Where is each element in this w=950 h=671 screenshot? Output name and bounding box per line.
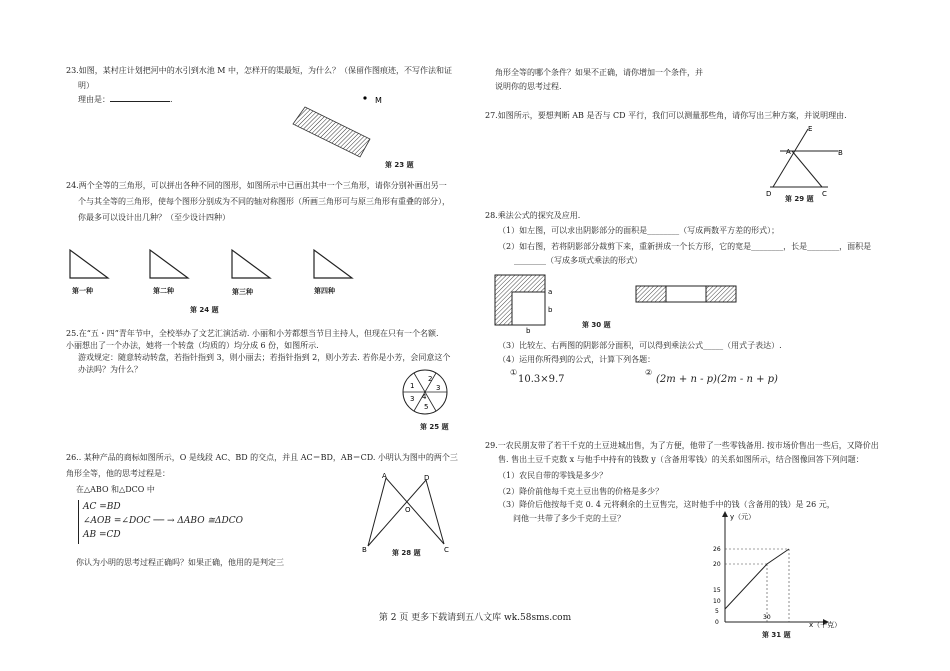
small-square [512, 292, 545, 325]
q28-text-line4: ________（写成多项式乘法的形式） [514, 256, 642, 265]
point-b: B [838, 149, 843, 157]
triangle-2 [150, 250, 188, 278]
q29-text-line2: 售. 售出土豆千克数 x 与他手中持有的钱数 y（含备用零钱）的关系如图所示，结合图像回答下列问题： [498, 455, 864, 464]
y-tick: 20 [713, 561, 721, 568]
q28-calc2-number: ② [645, 368, 653, 377]
q28-text-line6: （4）运用你所得到的公式，计算下列各题： [498, 355, 656, 364]
q23-caption: 第 23 题 [385, 161, 414, 169]
q29-text-line1: 29.一农民朋友带了若干千克的土豆进城出售，为了方便，他带了一些零钱备用. 按市场价售出一些后，又降价出 [485, 441, 879, 450]
q28-text-line5: （3）比较左、右两图的阴影部分面积，可以得到乘法公式_____（用式子表达）. [498, 341, 782, 350]
q24-label-3: 第三种 [232, 288, 253, 296]
q26-text-line3: 在△ABO 和△DCO 中 [76, 485, 155, 494]
q26-brace [78, 500, 79, 544]
q23-text-line1: 23.如图，某村庄计划把河中的水引到水池 M 中，怎样开的渠最短，为什么？（保留作图痕迹，不写作法和证 [66, 66, 452, 75]
q26-cont-line1: 角形全等的哪个条件？如果不正确，请你增加一个条件，并 [495, 68, 703, 77]
pool-point-m [363, 96, 366, 99]
point-e: E [808, 125, 813, 133]
q27-figure [758, 122, 858, 202]
point-a: A [786, 148, 791, 156]
spinner-number: 2 [428, 375, 433, 383]
triangle-1 [70, 250, 108, 278]
q29-question-3: （3）降价后他按每千克 0. 4 元将剩余的土豆售完，这时他手中的钱（含备用的钱）是 26 元， [498, 500, 835, 509]
y-tick: 26 [713, 546, 721, 553]
q24-label-4: 第四种 [314, 287, 335, 295]
q24-label-2: 第二种 [153, 287, 174, 295]
q23-reason: 理由是： . [78, 95, 173, 104]
label-m: M [375, 96, 382, 105]
q25-spinner [400, 363, 450, 425]
q29-question-1: （1）农民自带的零钱是多少？ [498, 471, 608, 480]
q28-calc1-number: ① [510, 368, 518, 377]
page-footer: 第 2 页 更多下载请到五八文库 wk.58sms.com [378, 613, 572, 623]
rect-shaded-right [706, 286, 736, 302]
money-line [725, 549, 789, 609]
point-b: B [362, 546, 367, 554]
label-b: b [526, 327, 531, 335]
q25-text-line1: 25.在“五・四”青年节中，全校举办了文艺汇演活动. 小丽和小芳都想当节目主持人，但现在只有一个名额. [66, 329, 439, 338]
triangle-3 [232, 250, 270, 278]
q24-text-line3: 你最多可以设计出几种？（至少设计四种） [78, 213, 230, 222]
point-d: D [766, 190, 772, 198]
q26-text-line4: 你认为小明的思考过程正确吗？如果正确，他用的是判定三 [76, 558, 284, 567]
q24-text-line2: 个与其全等的三角形，使每个图形分别成为不同的轴对称图形（所画三角形可与原三角形有重叠的部分）， [78, 197, 450, 206]
q26-brace-line2: ∠AOB =∠DOC ── → ΔABO ≅ΔDCO [83, 516, 243, 526]
point-o: O [405, 506, 411, 514]
q25-caption: 第 25 题 [420, 423, 449, 431]
y-tick: 10 [713, 598, 721, 605]
y-tick: 0 [715, 619, 719, 626]
q28-caption: 第 30 题 [582, 321, 611, 329]
q28-text-line3: （2）如右图，若将阴影部分裁剪下来，重新拼成一个长方形，它的宽是________，长是________，面积是 [498, 242, 872, 251]
q29-caption: 第 31 题 [762, 631, 791, 639]
point-c: C [822, 190, 827, 198]
spinner-number: 3 [436, 384, 441, 392]
x-axis-label: x（千克） [809, 621, 842, 629]
q29-question-4: 问他一共带了多少千克的土豆？ [513, 514, 625, 523]
q24-label-1: 第一种 [72, 287, 93, 295]
q25-text-line2: 小丽想出了一个办法，她将一个转盘（均质的）均分成 6 份，如图所示. [66, 341, 319, 350]
q28-text-line1: 28.乘法公式的探究及应用. [485, 211, 581, 220]
q28-calc2: (2m + n - p)(2m - n + p) [656, 374, 778, 385]
point-d: D [424, 474, 430, 482]
x-tick: 30 [763, 614, 771, 621]
y-tick: 5 [715, 608, 719, 615]
river-shape [293, 107, 370, 157]
spinner-number: 5 [424, 403, 429, 411]
q24-text-line1: 24.两个全等的三角形，可以拼出各种不同的图形，如图所示中已画出其中一个三角形，请你分别补画出另一 [66, 181, 447, 190]
spinner-number: 4 [422, 393, 427, 401]
q27-caption: 第 29 题 [785, 195, 814, 203]
spinner-number: 3 [410, 395, 415, 403]
q28-right-figure [632, 282, 742, 306]
q28-calc1: 10.3×9.7 [518, 374, 565, 385]
q28-text-line2: （1）如左图，可以求出阴影部分的面积是________（写成两数平方差的形式）； [498, 226, 780, 235]
q23-text-line2: 明） [78, 81, 94, 90]
point-c: C [444, 546, 449, 554]
point-a: A [382, 472, 387, 480]
q26-brace-line1: AC =BD [83, 502, 121, 512]
q24-caption: 第 24 题 [190, 306, 219, 314]
q23-river-figure [285, 92, 385, 162]
triangle-4 [314, 250, 352, 278]
q27-text-line1: 27.如图所示，要想判断 AB 是否与 CD 平行，我们可以测量那些角，请你写出三种方案，并说明理由. [485, 111, 847, 120]
q26-caption: 第 28 题 [392, 549, 421, 557]
y-axis-label: y（元） [730, 513, 756, 521]
q26-brace-line3: AB =CD [83, 530, 121, 540]
q25-text-line4: 办法吗？为什么？ [78, 365, 142, 374]
q29-question-2: （2）降价前他每千克土豆出售的价格是多少？ [498, 487, 664, 496]
q28-left-figure [490, 270, 565, 338]
y-tick: 15 [713, 587, 721, 594]
label-b: b [548, 306, 553, 314]
q25-text-line3: 游戏规定：随意转动转盘，若指针指到 3，则小丽去；若指针指到 2，则小芳去. 若你是小芳，会同意这个 [78, 353, 451, 362]
spinner-number: 1 [410, 382, 415, 390]
q26-text-line1: 26.. 某种产品的商标如图所示，O 是线段 AC、BD 的交点，并且 AC＝BD，AB＝CD. 小明认为图中的两个三 [66, 453, 458, 462]
q26-text-line2: 角形全等，他的思考过程是： [66, 469, 170, 478]
rect-shaded-left [636, 286, 666, 302]
label-a: a [548, 288, 553, 296]
q26-cont-line2: 说明你的思考过程. [495, 82, 562, 91]
